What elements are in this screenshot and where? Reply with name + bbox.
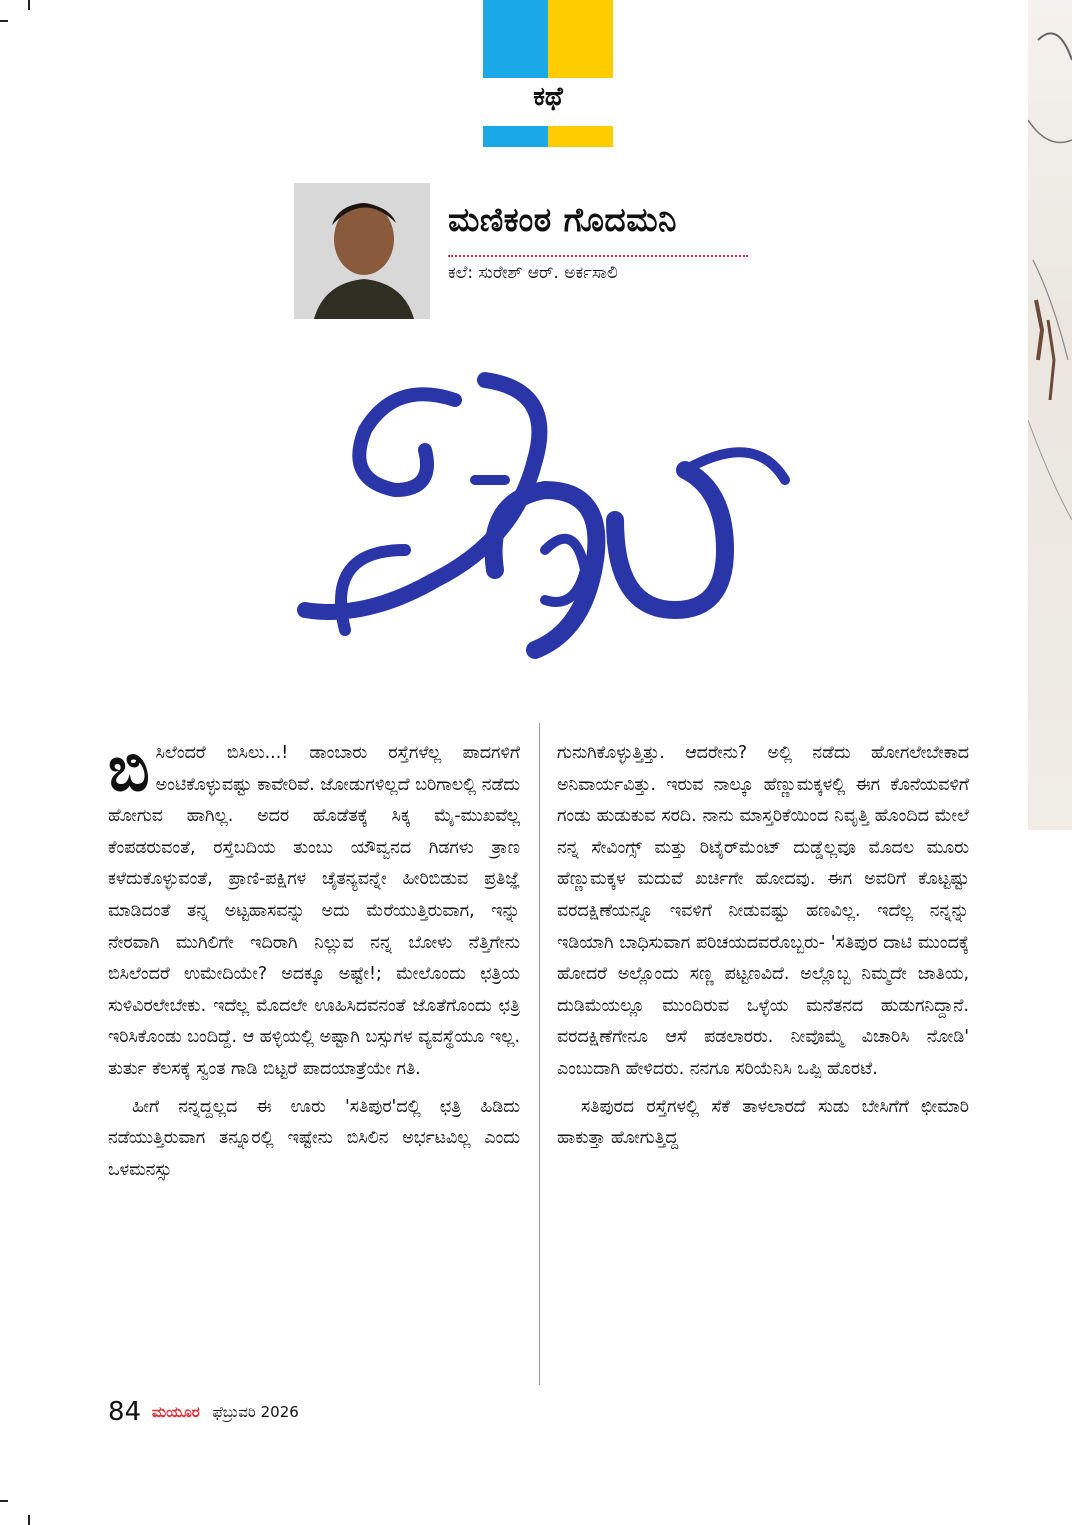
story-title — [285, 370, 795, 690]
author-portrait — [294, 183, 430, 319]
paragraph — [108, 732, 520, 1086]
page-footer — [108, 1397, 299, 1427]
crop-mark — [0, 20, 8, 22]
column-divider — [539, 723, 540, 1385]
paragraph-text: ಸಿಲೆಂದರೆ ಬಿಸಿಲು...! ಡಾಂಬಾರು ರಸ್ತೆಗಳೆಲ್ಲ ಪಾದಗಳಿಗೆ ಅಂಟಿಕೊಳ್ಳುವಷ್ಟು ಕಾವೇರಿವೆ. ಜೋಡುಗಳಿಲ್ಲದೆ ಬರಿಗಾಲಲ್ಲಿ ನಡೆದು ಹೋಗುವ ಹಾಗಿಲ್ಲ. ಅದರ ಹೊಡೆತಕ್ಕೆ ಸಿಕ್ಕ ಮೈ-ಮುಖವೆಲ್ಲ ಕೆಂಪಡರುವಂತೆ, ರಸ್ತೆಬದಿಯ ತುಂಬು ಯೌವ್ವನದ ಗಿಡಗಳು ತ್ರಾಣ ಕಳೆದುಕೊಳ್ಳುವಂತೆ, ಪ್ರಾಣಿ-ಪಕ್ಷಿಗಳ ಚೈತನ್ಯವನ್ನೇ ಹೀರಿಬಿಡುವ ಪ್ರತಿಜ್ಞೆ ಮಾಡಿದಂತೆ ತನ್ನ ಅಟ್ಟಹಾಸವನ್ನು ಅದು ಮೆರೆಯುತ್ತಿರುವಾಗ, ಇನ್ನು ನೇರವಾಗಿ ಮುಗಿಲಿಗೇ ಇದಿರಾಗಿ ನಿಲ್ಲುವ ನನ್ನ ಬೋಳು ನೆತ್ತಿಗೇನು ಬಿಸಿಲೆಂದರೆ ಉಮೇದಿಯೇ? ಅದಕ್ಕೂ ಅಷ್ಟೇ!; ಮೇಲೊಂದು ಛತ್ರಿಯ ಸುಳಿವಿರಲೇಬೇಕು. ಇದೆಲ್ಲ ಮೊದಲೇ ಊಹಿಸಿದವನಂತೆ ಜೊತೆಗೊಂದು ಛತ್ರಿ ಇರಿಸಿಕೊಂಡು ಬಂದಿದ್ದೆ. ಆ ಹಳ್ಳಿಯಲ್ಲಿ ಅಷ್ಟಾಗಿ ಬಸ್ಸುಗಳ ವ್ಯವಸ್ಥೆಯೂ ಇಲ್ಲ. ತುರ್ತು ಕೆಲಸಕ್ಕೆ ಸ್ವಂತ ಗಾಡಿ ಬಿಟ್ಟರೆ ಪಾದಯಾತ್ರೆಯೇ ಗತಿ. — [108, 743, 520, 1079]
crop-mark — [28, 0, 30, 10]
section-label: ಕಥೆ — [533, 82, 563, 112]
body-column-left — [108, 732, 520, 1186]
issue-date: ಫೆಬ್ರುವರಿ 2026 — [212, 1403, 299, 1421]
magazine-name: ಮಯೂರ — [151, 1403, 200, 1421]
author-name: ಮಣಿಕಂಠ ಗೊದಮನಿ — [448, 200, 677, 239]
paragraph: ಗುನುಗಿಕೊಳ್ಳುತ್ತಿತ್ತು. ಆದರೇನು? ಅಲ್ಲಿ ನಡೆದು ಹೋಗಲೇಬೇಕಾದ ಅನಿವಾರ್ಯವಿತ್ತು. ಇರುವ ನಾಲ್ಕೂ ಹೆಣ್ಣುಮಕ್ಕಳಲ್ಲಿ ಈಗ ಕೊನೆಯವಳಿಗೆ ಗಂಡು ಹುಡುಕುವ ಸರದಿ. ನಾನು ಮಾಸ್ತರಿಕೆಯಿಂದ ನಿವೃತ್ತಿ ಹೊಂದಿದ ಮೇಲೆ ನನ್ನ ಸೇವಿಂಗ್ಸ್ ಮತ್ತು ರಿಟೈರ್‌ಮೆಂಟ್ ದುಡ್ಡೆಲ್ಲವೂ ಮೊದಲ ಮೂರು ಹೆಣ್ಣುಮಕ್ಕಳ ಮದುವೆ ಖರ್ಚಿಗೇ ಹೋದವು. ಈಗ ಅವರಿಗೆ ಕೊಟ್ಟಷ್ಟು ವರದಕ್ಷಿಣೆಯನ್ನೂ ಇವಳಿಗೆ ನೀಡುವಷ್ಟು ಹಣವಿಲ್ಲ. ಇದೆಲ್ಲ ನನ್ನನ್ನು ಇಡಿಯಾಗಿ ಬಾಧಿಸುವಾಗ ಪರಿಚಯದವರೊಬ್ಬರು- 'ಸತಿಪುರ ದಾಟಿ ಮುಂದಕ್ಕೆ ಹೋದರೆ ಅಲ್ಲೊಂದು ಸಣ್ಣ ಪಟ್ಟಣವಿದೆ. ಅಲ್ಲೊಬ್ಬ ನಿಮ್ಮದೇ ಜಾತಿಯ, ದುಡಿಮೆಯಲ್ಲೂ ಮುಂದಿರುವ ಒಳ್ಳೆಯ ಮನೆತನದ ಹುಡುಗನಿದ್ದಾನೆ. ವರದಕ್ಷಿಣೆಗೇನೂ ಆಸೆ ಪಡಲಾರರು. ನೀವೊಮ್ಮೆ ವಿಚಾರಿಸಿ ನೋಡಿ' ಎಂಬುದಾಗಿ ಹೇಳಿದರು. ನನಗೂ ಸರಿಯೆನಿಸಿ ಒಪ್ಪಿ ಹೊರಟೆ. — [557, 743, 969, 1079]
paragraph: ಸತಿಪುರದ ರಸ್ತೆಗಳಲ್ಲಿ ಸೆಕೆ ತಾಳಲಾರದೆ ಸುಡು ಬೇಸಿಗೆಗೆ ಛೀಮಾರಿ ಹಾಕುತ್ತಾ ಹೋಗುತ್ತಿದ್ದ — [557, 1096, 969, 1149]
body-column-right — [557, 738, 969, 1155]
story-title-text: ನೆರಳು — [285, 370, 287, 371]
section-badge-bottom — [483, 126, 613, 147]
illustration-strip — [1028, 0, 1072, 830]
section-badge-top — [483, 0, 613, 78]
dotted-divider — [448, 255, 748, 257]
crop-mark — [28, 1515, 30, 1525]
author-photo — [294, 183, 430, 319]
art-credit: ಕಲೆ: ಸುರೇಶ್ ಆರ್. ಅರ್ಕಸಾಲಿ — [448, 263, 618, 283]
sketch-illustration — [1028, 0, 1072, 830]
page-number: 84 — [108, 1397, 142, 1427]
paragraph: ಹೀಗೆ ನನ್ನದ್ದಲ್ಲದ ಈ ಊರು 'ಸತಿಪುರ'ದಲ್ಲಿ ಛತ್ರಿ ಹಿಡಿದು ನಡೆಯುತ್ತಿರುವಾಗ ತನ್ನೂರಲ್ಲಿ ಇಷ್ಟೇನು ಬಿಸಿಲಿನ ಅರ್ಭಟವಿಲ್ಲ ಎಂದು ಒಳಮನಸ್ಸು — [108, 1096, 520, 1180]
drop-cap: ಬಿ — [108, 732, 150, 805]
story-title-calligraphy — [285, 370, 795, 690]
crop-mark — [0, 1500, 8, 1502]
